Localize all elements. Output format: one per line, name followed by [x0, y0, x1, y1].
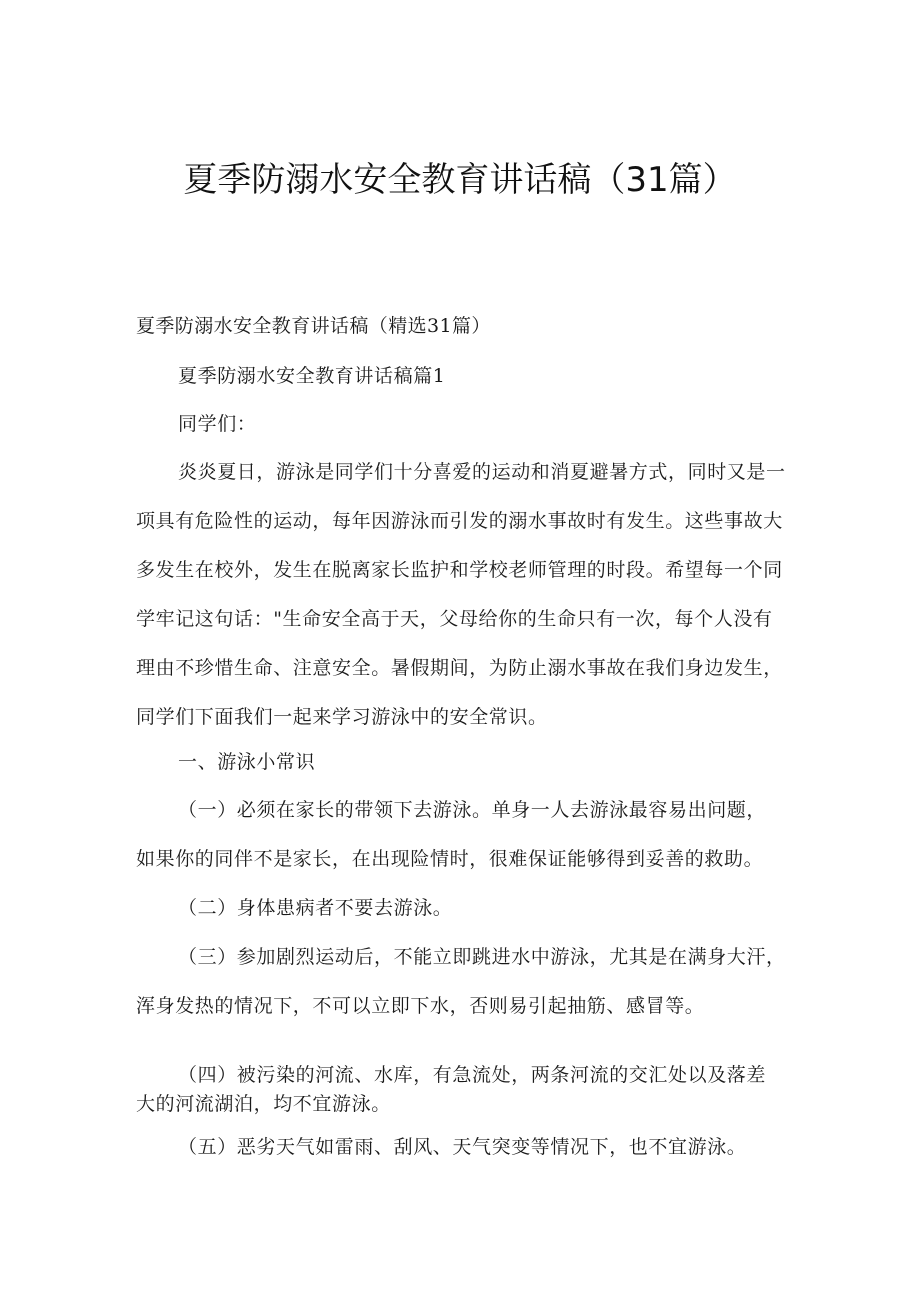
- paragraph-line: 炎炎夏日，游泳是同学们十分喜爱的运动和消夏避暑方式，同时又是一: [178, 461, 786, 483]
- paragraph-line: 同学们下面我们一起来学习游泳中的安全常识。: [136, 706, 548, 728]
- list-item-line: （一）必须在家长的带领下去游泳。单身一人去游泳最容易出问题，: [178, 799, 767, 821]
- list-item-line: （五）恶劣天气如雷雨、刮风、天气突变等情况下，也不宜游泳。: [178, 1136, 747, 1158]
- list-item-line: 大的河流湖泊，均不宜游泳。: [136, 1093, 391, 1115]
- list-item-line: 浑身发热的情况下，不可以立即下水，否则易引起抽筋、感冒等。: [136, 995, 705, 1017]
- document-subtitle: 夏季防溺水安全教育讲话稿（精选31篇）: [136, 315, 491, 337]
- list-item-line: （四）被污染的河流、水库，有急流处，两条河流的交汇处以及落差: [178, 1064, 767, 1086]
- paragraph-line: 学牢记这句话："生命安全高于天，父母给你的生命只有一次，每个人没有: [136, 608, 773, 630]
- greeting: 同学们：: [178, 413, 257, 435]
- list-item-line: （二）身体患病者不要去游泳。: [178, 897, 453, 919]
- section-heading: 夏季防溺水安全教育讲话稿篇1: [178, 365, 446, 387]
- list-item-line: 如果你的同伴不是家长，在出现险情时，很难保证能够得到妥善的救助。: [136, 848, 764, 870]
- paragraph-line: 项具有危险性的运动，每年因游泳而引发的溺水事故时有发生。这些事故大: [136, 510, 783, 532]
- paragraph-line: 理由不珍惜生命、注意安全。暑假期间，为防止溺水事故在我们身边发生，: [136, 657, 783, 679]
- list-item-line: （三）参加剧烈运动后，不能立即跳进水中游泳，尤其是在满身大汗，: [178, 946, 786, 968]
- document-title: 夏季防溺水安全教育讲话稿（31篇）: [183, 160, 737, 200]
- subsection-heading: 一、游泳小常识: [178, 751, 316, 773]
- paragraph-line: 多发生在校外，发生在脱离家长监护和学校老师管理的时段。希望每一个同: [136, 559, 783, 581]
